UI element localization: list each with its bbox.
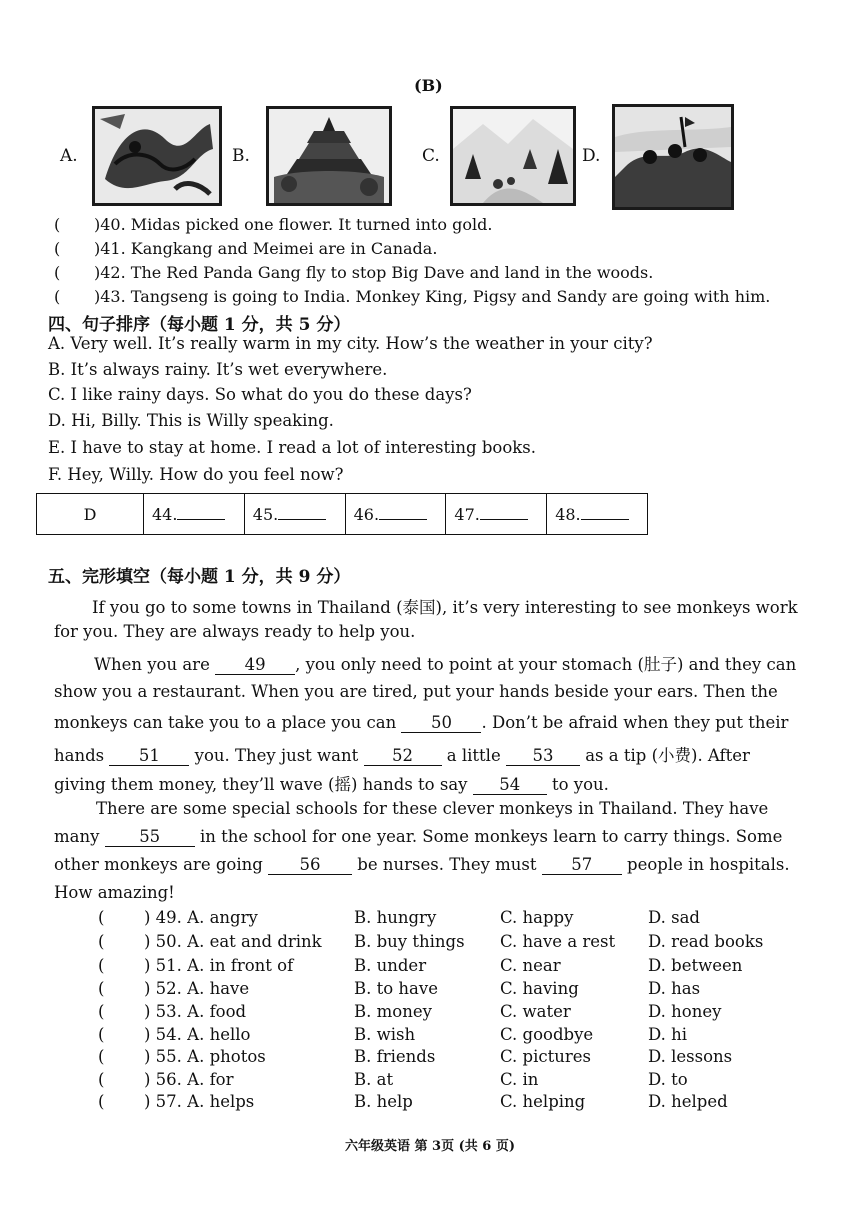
blank-55[interactable]: 55 (105, 827, 195, 847)
order-cell-45[interactable]: 45. (244, 494, 345, 535)
picture-d-label: D. (582, 146, 601, 166)
section-4-heading: 四、句子排序（每小题 1 分，共 5 分） (48, 315, 351, 335)
passage-p3-line2: many 55 in the school for one year. Some monkeys learn to carry things. Some (54, 827, 783, 846)
page-footer: 六年级英语 第 3页 (共 6 页) (344, 1139, 516, 1154)
passage-p2-line4: hands 51 you. They just want 52 a little 53 as a tip (小费). After (54, 746, 750, 765)
passage-p3-line4: How amazing! (54, 883, 175, 902)
sentence-d: D. Hi, Billy. This is Willy speaking. (48, 411, 334, 430)
picture-c-label: C. (422, 146, 440, 166)
order-cell-47[interactable]: 47. (446, 494, 547, 535)
dragon-illustration-icon (92, 106, 222, 206)
question-43: ( )43. Tangseng is going to India. Monkey King, Pigsy and Sandy are going with him. (54, 287, 771, 306)
passage-p2-line5: giving them money, they’ll wave (摇) hands to say 54 to you. (54, 775, 609, 794)
sentence-c: C. I like rainy days. So what do you do these days? (48, 385, 472, 404)
sentence-e: E. I have to stay at home. I read a lot of interesting books. (48, 438, 536, 457)
blank-50[interactable]: 50 (401, 713, 481, 733)
blank-53[interactable]: 53 (506, 746, 580, 766)
passage-p1-line2: for you. They are always ready to help you. (54, 622, 416, 641)
question-41: ( )41. Kangkang and Meimei are in Canada. (54, 239, 438, 258)
order-cell-46[interactable]: 46. (345, 494, 446, 535)
order-cell-48[interactable]: 48. (547, 494, 648, 535)
blank-57[interactable]: 57 (542, 855, 622, 875)
travelers-illustration-icon (612, 104, 734, 210)
question-42: ( )42. The Red Panda Gang fly to stop Big Dave and land in the woods. (54, 263, 654, 282)
picture-a-label: A. (60, 146, 78, 166)
order-table (36, 493, 648, 535)
blank-54[interactable]: 54 (473, 775, 547, 795)
pagoda-illustration-icon (266, 106, 392, 206)
passage-p3-line1: There are some special schools for these clever monkeys in Thailand. They have (96, 799, 769, 818)
passage-p2-line3: monkeys can take you to a place you can 50 . Don’t be afraid when they put their (54, 713, 789, 732)
blank-56[interactable]: 56 (268, 855, 352, 875)
sentence-b: B. It’s always rainy. It’s wet everywhere. (48, 360, 388, 379)
section-b-label: (B) (414, 76, 443, 95)
sentence-a: A. Very well. It’s really warm in my city. How’s the weather in your city? (48, 334, 653, 353)
snowy-forest-illustration-icon (450, 106, 576, 206)
blank-51[interactable]: 51 (109, 746, 189, 766)
passage-p2-line2: show you a restaurant. When you are tired, put your hands beside your ears. Then the (54, 682, 778, 701)
picture-b-label: B. (232, 146, 250, 166)
passage-p3-line3: other monkeys are going 56 be nurses. They must 57 people in hospitals. (54, 855, 790, 874)
sentence-f: F. Hey, Willy. How do you feel now? (48, 465, 344, 484)
passage-p2-line1: When you are 49 , you only need to point at your stomach (肚子) and they can (94, 655, 797, 674)
blank-49[interactable]: 49 (215, 655, 295, 675)
passage-p1-line1: If you go to some towns in Thailand (泰国), it’s very interesting to see monkeys work (92, 598, 798, 617)
question-40: ( )40. Midas picked one flower. It turned into gold. (54, 215, 493, 234)
blank-52[interactable]: 52 (364, 746, 442, 766)
order-cell-44[interactable]: 44. (144, 494, 245, 535)
section-5-heading: 五、完形填空（每小题 1 分，共 9 分） (48, 567, 351, 587)
exam-page: (B) A. B. C. D. ( )40. Midas picked one flower. It turned into gold. ( )41. Kangkang and Meimei are in Canada. ( )42. The Red Panda Gang fly to stop Big Dave and land in the woods. ( )43. Tangseng is going to India. Monkey King, Pigsy and Sandy are going with him. 四、句子排序（每小题 1 分，共 5 分） A. Very well. It’s really warm in my city. How’s the weather in your city? B. It’s always rainy. It’s wet everywhere. C. I like rainy days. So what do you do these days? D. Hi, Billy. This is Willy speaking. E. I have to stay at home. I read a lot of interesting books. F. Hey, Willy. How do you feel now? D 44. 45. 46. 47. 48. 五、完形填空（每小题 1 分，共 9 分） If you go to some towns in Thailand (泰国), it’s very interesting to see monkeys work for you. They are always ready to help you. When you are 49 , you only need to point at your stomach (肚子) and they can show you a restaurant. When you are tired, put your hands beside your ears. Then the monkeys can take you to a place you can 50 . Don’t be afraid when they put their hands 51 you. They just want 52 a little 53 as a tip (小费). After giving them money, they’ll wave (摇) hands to say 54 to you. There are some special schools for these clever monkeys in Thailand. They have many 55 in the school for one year. Some monkeys learn to carry things. Some other monkeys are going 56 be nurses. They must 57 people in hospitals. How amazing! ( ) 49. A. angry B. hungry C. happy D. sad ( ) 50. A. eat and drink B. buy things C. have a rest D. read books ( ) 51. A. in front of B. under C. near D. between ( ) 52. A. have B. to have C. having D. has ( ) 53. A. food B. money C. water D. honey ( ) 54. A. hello B. wish C. goodbye D. hi ( ) 55. A. photos B. friends C. pictures D. lessons ( ) 56. A. for B. at C. in D. to ( ) 57. A. helps B. help C. helping D. helped 六年级英语 第 3页 (共 6 页) (0, 0, 860, 1216)
order-cell-given: D (37, 494, 144, 535)
